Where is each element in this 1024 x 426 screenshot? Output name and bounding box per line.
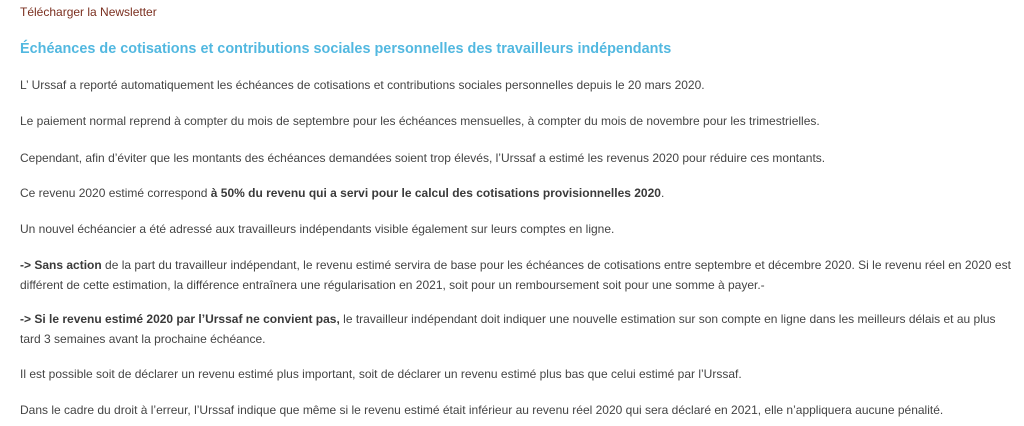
paragraph-6-text: de la part du travailleur indépendant, le revenu estimé servira de base pour les échéances de cotisations entre septembre et décembre 2020. Si le revenu réel en 2020 est différent de cette estimation, la différence entraînera une régularisation en 2021, soit pour un remboursement soit pour une somme à payer.-: [20, 258, 1011, 292]
paragraph-4-bold: à 50% du revenu qui a servi pour le calcul des cotisations provisionnelles 2020: [210, 186, 661, 200]
article-heading: Échéances de cotisations et contributions sociales personnelles des travailleurs indépendants: [20, 41, 672, 57]
paragraph-4-end: .: [660, 186, 665, 200]
paragraph-1: L’ Urssaf a reporté automatiquement les échéances de cotisations et contributions sociales personnelles depuis le 20 mars 2020.: [20, 78, 705, 92]
paragraph-4-text: Ce revenu 2020 estimé correspond: [20, 186, 211, 200]
paragraph-2: Le paiement normal reprend à compter du mois de septembre pour les échéances mensuelles, à compter du mois de novembre pour les trimestrielles.: [20, 114, 820, 128]
paragraph-6-bold: -> Sans action: [20, 258, 102, 272]
paragraph-3: Cependant, afin d’éviter que les montants des échéances demandées soient trop élevés, l’Urssaf a estimé les revenus 2020 pour réduire ces montants.: [20, 151, 826, 165]
paragraph-7-bold: -> Si le revenu estimé 2020 par l’Urssaf ne convient pas,: [20, 312, 340, 326]
paragraph-6: [20, 255, 1012, 295]
paragraph-9: Dans le cadre du droit à l’erreur, l’Urssaf indique que même si le revenu estimé était inférieur au revenu réel 2020 qui sera déclaré en 2021, elle n’appliquera aucune pénalité.: [20, 403, 944, 417]
paragraph-8: Il est possible soit de déclarer un revenu estimé plus important, soit de déclarer un revenu estimé plus bas que celui estimé par l’Urssaf.: [20, 367, 742, 381]
download-newsletter-link[interactable]: Télécharger la Newsletter: [20, 5, 157, 19]
paragraph-5: Un nouvel échéancier a été adressé aux travailleurs indépendants visible également sur leurs comptes en ligne.: [20, 222, 615, 236]
paragraph-7-text: le travailleur indépendant doit indiquer une nouvelle estimation sur son compte en ligne dans les meilleurs délais et au plus tard 3 semaines avant la prochaine échéance.: [20, 312, 996, 346]
paragraph-4: [20, 183, 1012, 203]
paragraph-7: [20, 309, 1012, 349]
